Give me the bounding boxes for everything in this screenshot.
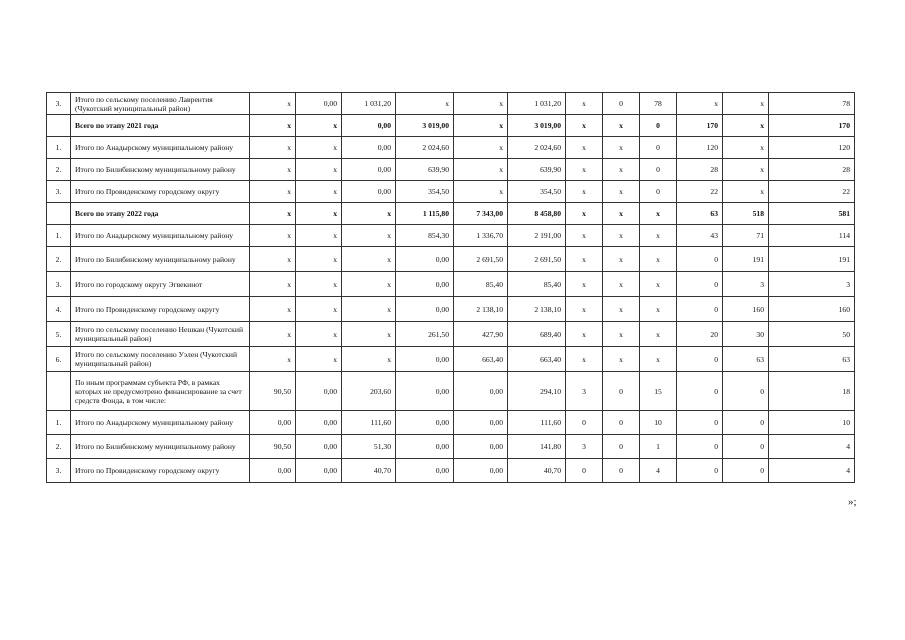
value-cell: 3 <box>566 372 603 411</box>
value-cell: 4 <box>769 459 855 483</box>
value-cell: 0,00 <box>342 159 396 181</box>
summary-table <box>46 92 855 483</box>
value-cell: 0 <box>677 247 723 272</box>
row-label: По иным программам субъекта РФ, в рамках которых не предусмотрено финансирование за счет средств Фонда, в том числе: <box>71 372 250 411</box>
value-cell: 111,60 <box>342 411 396 435</box>
value-cell: 2 138,10 <box>508 297 566 322</box>
table-row <box>47 322 855 347</box>
value-cell: 78 <box>640 93 677 115</box>
value-cell: 40,70 <box>342 459 396 483</box>
value-cell: 1 <box>640 435 677 459</box>
value-cell: 0 <box>603 411 640 435</box>
value-cell: х <box>342 347 396 372</box>
value-cell: х <box>296 203 342 225</box>
value-cell: 0,00 <box>342 115 396 137</box>
value-cell: 191 <box>723 247 769 272</box>
value-cell: х <box>342 297 396 322</box>
value-cell: 0 <box>723 411 769 435</box>
row-number: 1. <box>47 225 71 247</box>
value-cell: х <box>454 159 508 181</box>
value-cell: 90,50 <box>250 435 296 459</box>
row-label: Итого по Билибинскому муниципальному району <box>71 159 250 181</box>
table-row <box>47 272 855 297</box>
value-cell: 0,00 <box>454 411 508 435</box>
value-cell: 354,50 <box>396 181 454 203</box>
row-number: 6. <box>47 347 71 372</box>
value-cell: 28 <box>677 159 723 181</box>
value-cell: 0 <box>677 272 723 297</box>
row-label: Итого по сельскому поселению Нешкан (Чукотский муниципальный район) <box>71 322 250 347</box>
value-cell: 1 336,70 <box>454 225 508 247</box>
value-cell: 663,40 <box>454 347 508 372</box>
value-cell: х <box>566 137 603 159</box>
row-label: Итого по Провиденскому городскому округу <box>71 181 250 203</box>
row-number <box>47 115 71 137</box>
value-cell: 0,00 <box>454 435 508 459</box>
value-cell: х <box>603 225 640 247</box>
value-cell: 0 <box>640 115 677 137</box>
value-cell: 28 <box>769 159 855 181</box>
value-cell: х <box>296 247 342 272</box>
table-row <box>47 347 855 372</box>
value-cell: х <box>296 181 342 203</box>
value-cell: 2 138,10 <box>454 297 508 322</box>
value-cell: 2 024,60 <box>508 137 566 159</box>
value-cell: х <box>250 203 296 225</box>
value-cell: 0,00 <box>396 435 454 459</box>
row-number: 1. <box>47 411 71 435</box>
value-cell: 0 <box>566 459 603 483</box>
value-cell: 0 <box>640 159 677 181</box>
value-cell: 170 <box>677 115 723 137</box>
value-cell: х <box>250 137 296 159</box>
value-cell: х <box>677 93 723 115</box>
value-cell: 2 024,60 <box>396 137 454 159</box>
value-cell: 0 <box>723 459 769 483</box>
row-label: Итого по Провиденскому городскому округу <box>71 297 250 322</box>
value-cell: х <box>250 272 296 297</box>
value-cell: х <box>342 247 396 272</box>
value-cell: 71 <box>723 225 769 247</box>
value-cell: 0,00 <box>342 181 396 203</box>
value-cell: 0 <box>603 435 640 459</box>
value-cell: 40,70 <box>508 459 566 483</box>
value-cell: 2 691,50 <box>508 247 566 272</box>
value-cell: 3 019,00 <box>396 115 454 137</box>
value-cell: х <box>566 272 603 297</box>
value-cell: х <box>250 347 296 372</box>
value-cell: х <box>640 322 677 347</box>
value-cell: х <box>566 93 603 115</box>
value-cell: х <box>296 297 342 322</box>
value-cell: 0 <box>640 181 677 203</box>
row-number: 3. <box>47 272 71 297</box>
table-row <box>47 435 855 459</box>
value-cell: х <box>296 137 342 159</box>
value-cell: 0,00 <box>396 247 454 272</box>
value-cell: х <box>603 159 640 181</box>
value-cell: х <box>566 322 603 347</box>
value-cell: 51,30 <box>342 435 396 459</box>
value-cell: 63 <box>769 347 855 372</box>
table-row <box>47 159 855 181</box>
row-number: 3. <box>47 459 71 483</box>
table-row <box>47 225 855 247</box>
value-cell: х <box>723 93 769 115</box>
value-cell: 0,00 <box>454 372 508 411</box>
table-row <box>47 247 855 272</box>
value-cell: 261,50 <box>396 322 454 347</box>
value-cell: 3 <box>723 272 769 297</box>
value-cell: х <box>566 159 603 181</box>
row-label: Итого по Билибинскому муниципальному району <box>71 435 250 459</box>
value-cell: х <box>603 297 640 322</box>
value-cell: 0 <box>677 411 723 435</box>
value-cell: 854,30 <box>396 225 454 247</box>
value-cell: х <box>250 115 296 137</box>
value-cell: 639,90 <box>396 159 454 181</box>
value-cell: 114 <box>769 225 855 247</box>
value-cell: х <box>454 137 508 159</box>
table-row <box>47 137 855 159</box>
value-cell: 0,00 <box>396 347 454 372</box>
value-cell: 2 691,50 <box>454 247 508 272</box>
table-row <box>47 203 855 225</box>
value-cell: х <box>603 322 640 347</box>
value-cell: 3 019,00 <box>508 115 566 137</box>
value-cell: х <box>640 347 677 372</box>
value-cell: 0,00 <box>396 272 454 297</box>
value-cell: х <box>603 347 640 372</box>
value-cell: 0 <box>677 435 723 459</box>
value-cell: 1 031,20 <box>508 93 566 115</box>
value-cell: 191 <box>769 247 855 272</box>
value-cell: 22 <box>677 181 723 203</box>
value-cell: х <box>640 297 677 322</box>
row-label: Итого по Анадырскому муниципальному району <box>71 137 250 159</box>
value-cell: 63 <box>677 203 723 225</box>
value-cell: 3 <box>566 435 603 459</box>
value-cell: 0 <box>566 411 603 435</box>
value-cell: 10 <box>769 411 855 435</box>
value-cell: 160 <box>723 297 769 322</box>
value-cell: х <box>342 203 396 225</box>
row-number: 2. <box>47 159 71 181</box>
value-cell: 120 <box>677 137 723 159</box>
value-cell: 20 <box>677 322 723 347</box>
value-cell: 22 <box>769 181 855 203</box>
value-cell: 518 <box>723 203 769 225</box>
value-cell: х <box>396 93 454 115</box>
value-cell: 0 <box>677 347 723 372</box>
row-number: 2. <box>47 247 71 272</box>
value-cell: х <box>250 247 296 272</box>
value-cell: 160 <box>769 297 855 322</box>
value-cell: 0,00 <box>396 372 454 411</box>
value-cell: х <box>454 181 508 203</box>
value-cell: 50 <box>769 322 855 347</box>
value-cell: х <box>723 181 769 203</box>
row-number <box>47 372 71 411</box>
value-cell: 0,00 <box>250 459 296 483</box>
value-cell: х <box>296 347 342 372</box>
value-cell: х <box>603 203 640 225</box>
value-cell: 141,80 <box>508 435 566 459</box>
value-cell: 1 115,80 <box>396 203 454 225</box>
value-cell: 0 <box>677 297 723 322</box>
value-cell: х <box>723 159 769 181</box>
value-cell: 170 <box>769 115 855 137</box>
value-cell: х <box>640 203 677 225</box>
table-row <box>47 459 855 483</box>
value-cell: х <box>566 203 603 225</box>
row-number: 5. <box>47 322 71 347</box>
value-cell: х <box>566 181 603 203</box>
value-cell: 0 <box>677 372 723 411</box>
table-row <box>47 93 855 115</box>
value-cell: х <box>603 247 640 272</box>
value-cell: 0,00 <box>250 411 296 435</box>
row-label: Итого по сельскому поселению Уэлен (Чукотский муниципальный район) <box>71 347 250 372</box>
value-cell: х <box>342 225 396 247</box>
value-cell: 1 031,20 <box>342 93 396 115</box>
value-cell: 0,00 <box>454 459 508 483</box>
value-cell: х <box>603 137 640 159</box>
table-row <box>47 372 855 411</box>
value-cell: 7 343,00 <box>454 203 508 225</box>
row-label: Итого по Билибинскому муниципальному району <box>71 247 250 272</box>
value-cell: 354,50 <box>508 181 566 203</box>
value-cell: 0 <box>603 372 640 411</box>
row-label: Всего по этапу 2022 года <box>71 203 250 225</box>
value-cell: х <box>603 181 640 203</box>
value-cell: 90,50 <box>250 372 296 411</box>
value-cell: х <box>566 247 603 272</box>
value-cell: 0 <box>723 435 769 459</box>
value-cell: 663,40 <box>508 347 566 372</box>
value-cell: х <box>296 159 342 181</box>
value-cell: х <box>640 247 677 272</box>
value-cell: х <box>296 272 342 297</box>
value-cell: 4 <box>769 435 855 459</box>
row-label: Всего по этапу 2021 года <box>71 115 250 137</box>
value-cell: 85,40 <box>508 272 566 297</box>
value-cell: х <box>250 181 296 203</box>
value-cell: 18 <box>769 372 855 411</box>
value-cell: 0,00 <box>296 435 342 459</box>
table-row <box>47 411 855 435</box>
value-cell: 2 191,00 <box>508 225 566 247</box>
value-cell: 427,90 <box>454 322 508 347</box>
value-cell: 8 458,80 <box>508 203 566 225</box>
value-cell: 203,60 <box>342 372 396 411</box>
value-cell: 120 <box>769 137 855 159</box>
row-number: 3. <box>47 93 71 115</box>
row-label: Итого по городскому округу Эгвекинот <box>71 272 250 297</box>
value-cell: 63 <box>723 347 769 372</box>
value-cell: 0,00 <box>396 411 454 435</box>
value-cell: 0,00 <box>296 411 342 435</box>
row-label: Итого по Анадырскому муниципальному району <box>71 225 250 247</box>
value-cell: 0 <box>603 459 640 483</box>
value-cell: 639,90 <box>508 159 566 181</box>
value-cell: х <box>723 115 769 137</box>
value-cell: 0 <box>603 93 640 115</box>
value-cell: 78 <box>769 93 855 115</box>
value-cell: 0 <box>723 372 769 411</box>
value-cell: 10 <box>640 411 677 435</box>
row-number: 1. <box>47 137 71 159</box>
value-cell: х <box>296 115 342 137</box>
value-cell: х <box>250 93 296 115</box>
value-cell: 111,60 <box>508 411 566 435</box>
row-number: 2. <box>47 435 71 459</box>
value-cell: 0,00 <box>342 137 396 159</box>
value-cell: х <box>250 322 296 347</box>
value-cell: 30 <box>723 322 769 347</box>
value-cell: 294,10 <box>508 372 566 411</box>
value-cell: 0,00 <box>396 297 454 322</box>
value-cell: х <box>640 272 677 297</box>
value-cell: 0,00 <box>296 93 342 115</box>
value-cell: х <box>566 347 603 372</box>
table-row <box>47 297 855 322</box>
value-cell: 0,00 <box>296 459 342 483</box>
value-cell: 3 <box>769 272 855 297</box>
row-number: 3. <box>47 181 71 203</box>
value-cell: 0 <box>640 137 677 159</box>
value-cell: х <box>454 115 508 137</box>
value-cell: х <box>454 93 508 115</box>
row-label: Итого по сельскому поселению Лаврентия (Чукотский муниципальный район) <box>71 93 250 115</box>
value-cell: х <box>603 115 640 137</box>
closing-quote: »; <box>848 496 857 508</box>
value-cell: 15 <box>640 372 677 411</box>
value-cell: х <box>342 322 396 347</box>
value-cell: 43 <box>677 225 723 247</box>
value-cell: 581 <box>769 203 855 225</box>
value-cell: х <box>603 272 640 297</box>
value-cell: х <box>296 225 342 247</box>
table-row <box>47 181 855 203</box>
value-cell: х <box>250 225 296 247</box>
value-cell: х <box>640 225 677 247</box>
value-cell: 4 <box>640 459 677 483</box>
row-number <box>47 203 71 225</box>
row-label: Итого по Анадырскому муниципальному району <box>71 411 250 435</box>
value-cell: х <box>296 322 342 347</box>
value-cell: 85,40 <box>454 272 508 297</box>
value-cell: 689,40 <box>508 322 566 347</box>
value-cell: х <box>250 297 296 322</box>
row-number: 4. <box>47 297 71 322</box>
value-cell: х <box>342 272 396 297</box>
value-cell: 0 <box>677 459 723 483</box>
value-cell: х <box>566 115 603 137</box>
value-cell: х <box>250 159 296 181</box>
value-cell: 0,00 <box>396 459 454 483</box>
value-cell: 0,00 <box>296 372 342 411</box>
table-row <box>47 115 855 137</box>
value-cell: х <box>566 297 603 322</box>
value-cell: х <box>566 225 603 247</box>
row-label: Итого по Провиденскому городскому округу <box>71 459 250 483</box>
value-cell: х <box>723 137 769 159</box>
